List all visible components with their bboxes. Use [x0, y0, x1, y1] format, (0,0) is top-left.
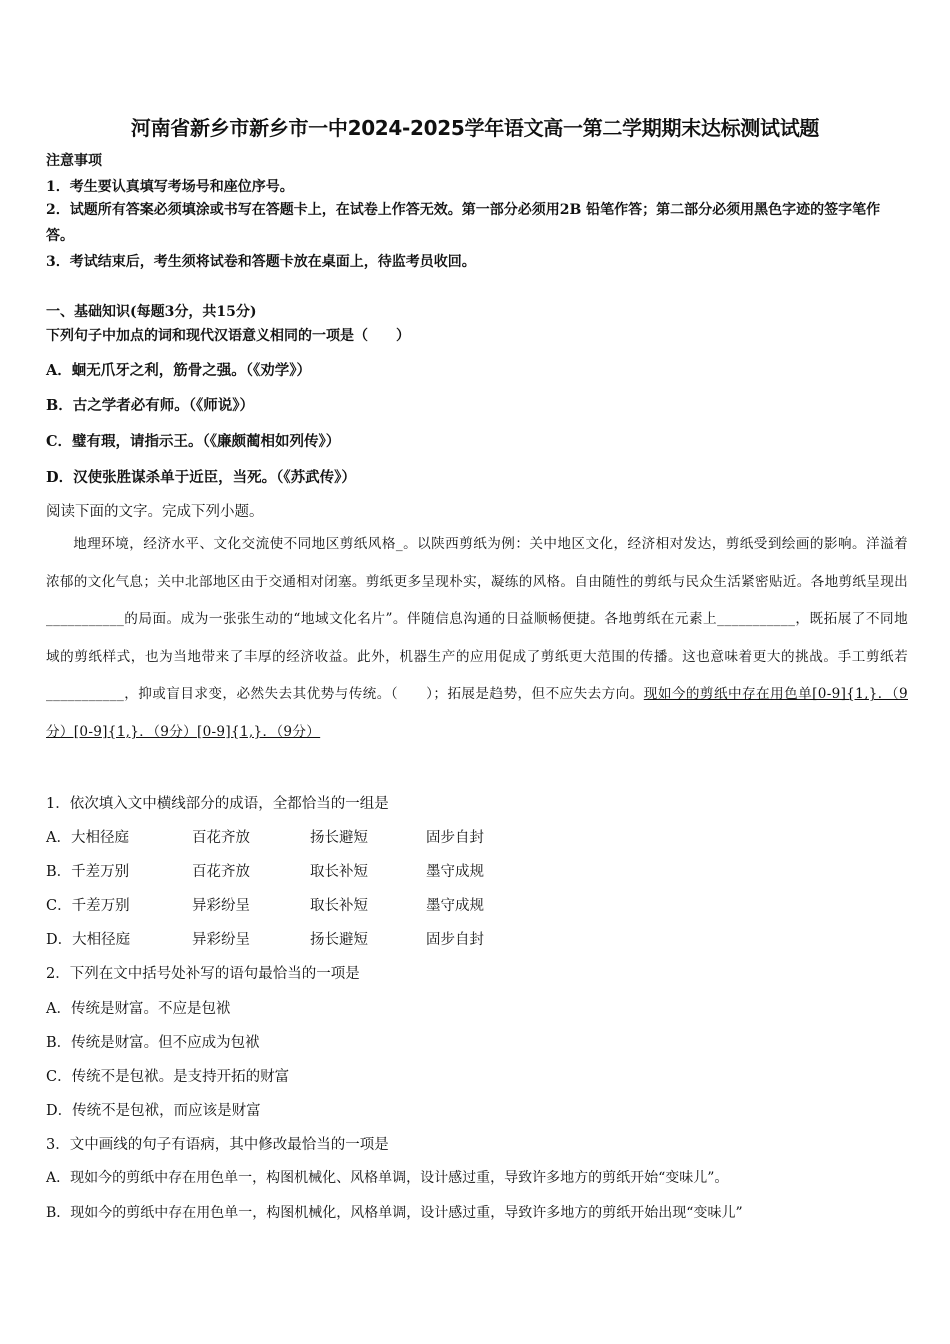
notice-item-1: 1．考生要认真填写考场号和座位序号。	[46, 179, 294, 195]
q1-a-fourth: 固步自封	[426, 830, 484, 846]
q1-c-third: 取长补短	[310, 898, 368, 914]
q1-b-first: B．千差万别	[46, 864, 130, 880]
q2-option-d: D．传统不是包袱，而应该是财富	[46, 1103, 261, 1119]
passage-text: 地理环境，经济水平、文化交流使不同地区剪纸风格_。以陕西剪纸为例：关中地区文化，经济相对发达，剪纸受到绘画的影响。洋溢着浓郁的文化气息；关中北部地区由于交通相对闭塞。剪纸更多呈现朴实，凝练的风格。自由随性的剪纸与民众生活紧密贴近。各地剪纸呈现出___________的局面。成为一张张生动的“地域文化名片”。伴随信息沟通的日益顺畅便捷。各地剪纸在元素上___________，既拓展了不同地域的剪纸样式，也为当地带来了丰厚的经济收益。此外，机器生产的应用促成了剪纸更大范围的传播。这也意味着更大的挑战。手工剪纸若___________，抑或盲目求变，必然失去其优势与传统。（ ）；拓展是趋势，但不应失去方向。	[46, 536, 908, 703]
q1-a-first: A．大相径庭	[46, 830, 129, 846]
q1-b-second: 百花齐放	[192, 864, 250, 880]
q3-option-a: A．现如今的剪纸中存在用色单一，构图机械化、风格单调，设计感过重，导致许多地方的剪纸开始“变味儿”。	[46, 1170, 729, 1186]
q3-option-b: B．现如今的剪纸中存在用色单一，构图机械化，风格单调，设计感过重，导致许多地方的剪纸开始出现“变味儿”	[46, 1205, 743, 1221]
q3-stem: 3．文中画线的句子有语病，其中修改最恰当的一项是	[46, 1137, 389, 1153]
q1-option-c	[46, 894, 484, 915]
q2-stem: 2．下列在文中括号处补写的语句最恰当的一项是	[46, 966, 360, 982]
q1-b-fourth: 墨守成规	[426, 864, 484, 880]
q1-c-second: 异彩纷呈	[192, 898, 250, 914]
q1-c-first: C．千差万别	[46, 898, 130, 914]
q1-d-first: D．大相径庭	[46, 932, 131, 948]
q1-c-fourth: 墨守成规	[426, 898, 484, 914]
section-heading: 一、基础知识(每题3分，共15分)	[46, 304, 257, 320]
q1-option-a	[46, 826, 484, 847]
q1-stem: 1．依次填入文中横线部分的成语，全都恰当的一组是	[46, 796, 389, 812]
q1-d-second: 异彩纷呈	[192, 932, 250, 948]
q1-d-fourth: 固步自封	[426, 932, 484, 948]
q1-a-third: 扬长避短	[310, 830, 368, 846]
q1-a-second: 百花齐放	[192, 830, 250, 846]
section-option-a: A．蛔无爪牙之利，筋骨之强。（《劝学》）	[46, 362, 311, 379]
q2-option-b: B．传统是财富。但不应成为包袱	[46, 1035, 260, 1051]
q1-d-third: 扬长避短	[310, 932, 368, 948]
passage-underlined-sentence: 现如今的剪纸中存在用色单[0-9]{1,}．（9分）[0-9]{1,}．（9分）[0-9]{1,}．（9分）	[46, 686, 908, 740]
section-option-b: B．古之学者必有师。（《师说》）	[46, 397, 255, 414]
q1-option-b	[46, 860, 484, 881]
section-option-c: C．璧有瑕，请指示王。（《廉颇蔺相如列传》）	[46, 433, 341, 450]
page-title: 河南省新乡市新乡市一中2024-2025学年语文高一第二学期期末达标测试试题	[130, 116, 820, 140]
notice-item-3: 3．考试结束后，考生须将试卷和答题卡放在桌面上，待监考员收回。	[46, 254, 476, 270]
section-option-d: D．汉使张胜谋杀单于近臣，当死。（《苏武传》）	[46, 469, 356, 486]
notice-item-2: 2．试题所有答案必须填涂或书写在答题卡上，在试卷上作答无效。第一部分必须用2B 铅笔作答；第二部分必须用黑色字迹的签字笔作答。	[46, 202, 881, 244]
q1-option-d	[46, 928, 484, 949]
notice-heading: 注意事项	[46, 153, 102, 169]
q2-option-c: C．传统不是包袱。是支持开拓的财富	[46, 1069, 290, 1085]
q2-option-a: A．传统是财富。不应是包袱	[46, 1001, 231, 1017]
q1-b-third: 取长补短	[310, 864, 368, 880]
reading-passage	[46, 526, 908, 752]
reading-instruction: 阅读下面的文字。完成下列小题。	[46, 504, 264, 520]
section-question: 下列句子中加点的词和现代汉语意义相同的一项是（ ）	[46, 328, 410, 344]
